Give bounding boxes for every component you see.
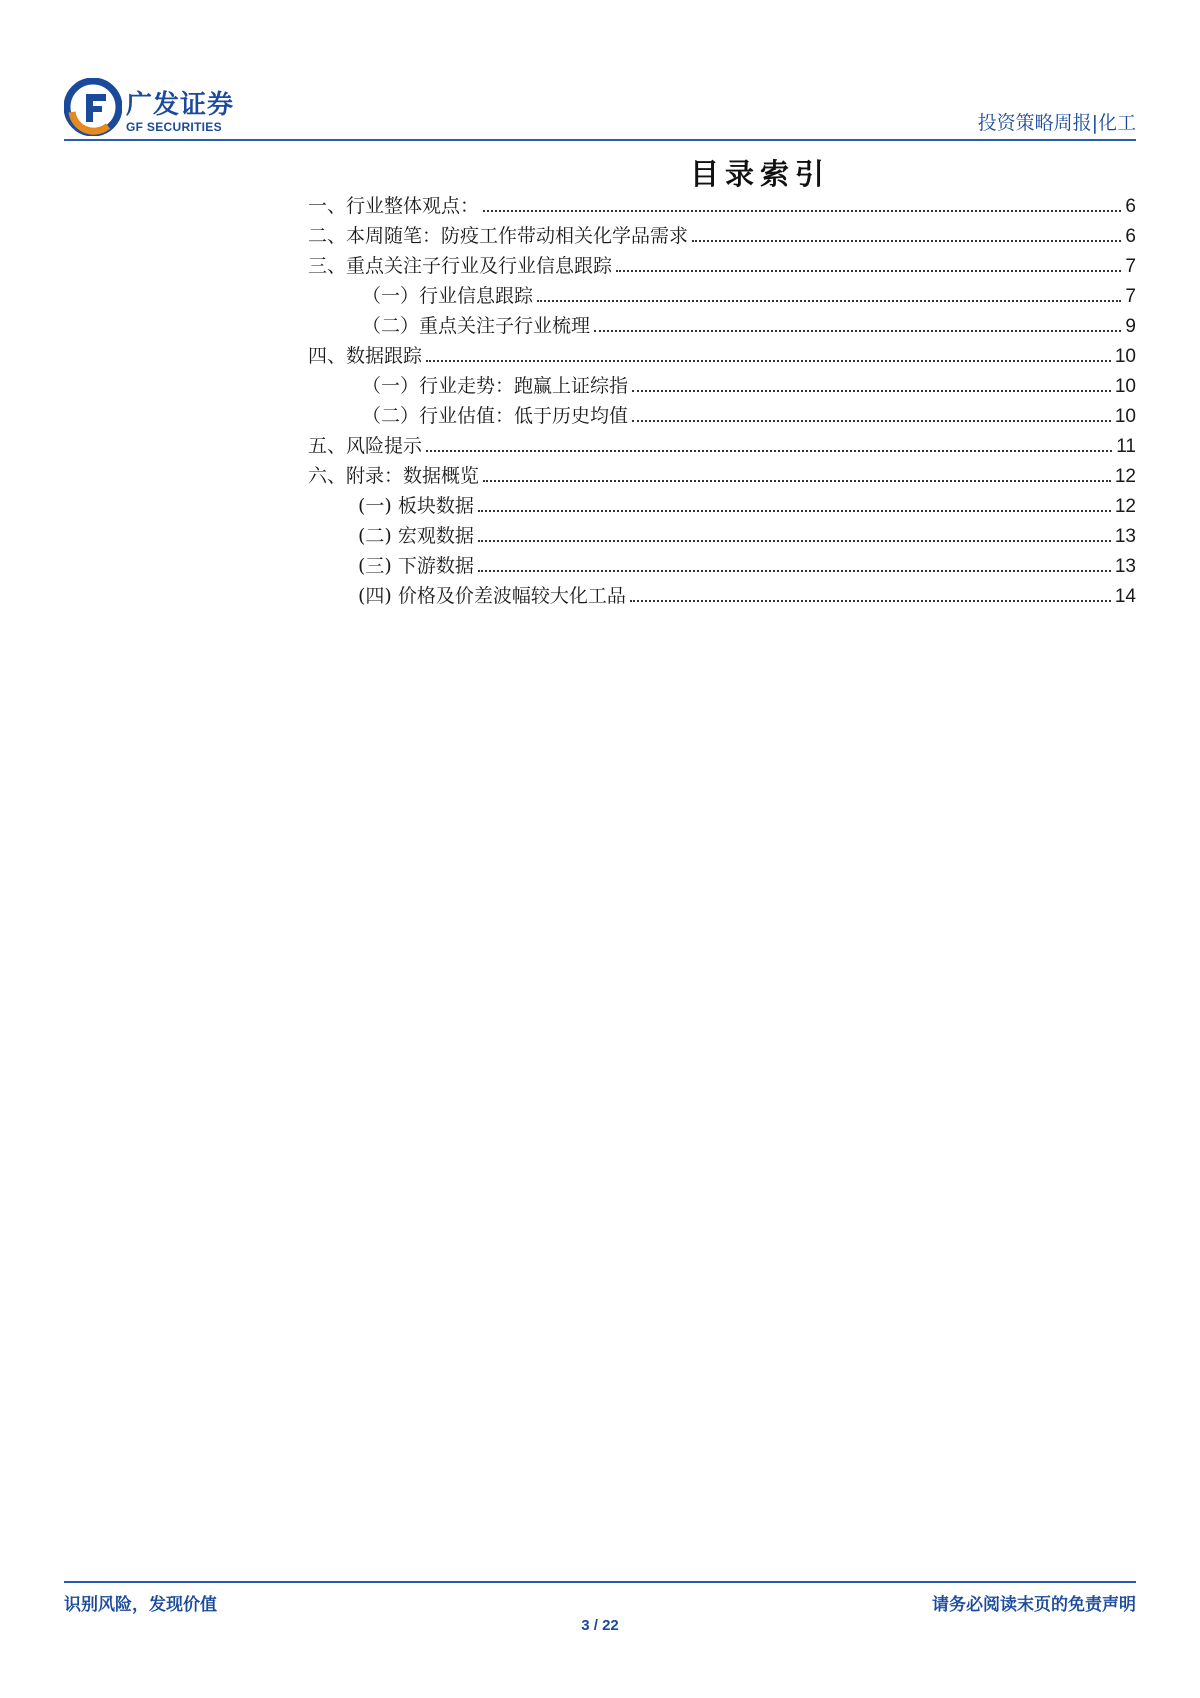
toc-entry-page: 12 (1114, 466, 1136, 487)
toc-entry-label: 六、附录：数据概览 (308, 465, 480, 487)
footer-disclaimer-note: 请务必阅读末页的免责声明 (932, 1595, 1136, 1615)
toc-entry-label: (三) 下游数据 (358, 555, 474, 577)
toc-leader-dots (478, 540, 1111, 542)
toc-entry-label: （一）行业走势：跑赢上证综指 (362, 375, 629, 397)
report-type-label: 投资策略周报|化工 (977, 112, 1136, 134)
toc-entry-page: 6 (1125, 196, 1136, 217)
toc-entry[interactable] (308, 462, 1136, 488)
logo-text-en: GF SECURITIES (126, 120, 222, 134)
toc-entry[interactable] (308, 192, 1136, 218)
toc-title: 目录索引 (689, 157, 830, 191)
toc-entry-page: 9 (1125, 316, 1136, 337)
toc-leader-dots (426, 450, 1112, 452)
company-logo (64, 78, 264, 140)
page-number: 3 / 22 (581, 1617, 619, 1634)
toc-entry-label: （一）行业信息跟踪 (362, 285, 534, 307)
toc-leader-dots (478, 510, 1111, 512)
toc-leader-dots (537, 300, 1121, 302)
toc-leader-dots (478, 570, 1111, 572)
toc-leader-dots (426, 360, 1111, 362)
page-header (64, 78, 1136, 140)
toc-entry[interactable] (308, 252, 1136, 278)
toc-entry[interactable] (362, 372, 1136, 398)
toc-leader-dots (632, 390, 1111, 392)
toc-entry[interactable] (362, 282, 1136, 308)
logo-text-cn: 广发证券 (126, 90, 235, 120)
toc-entry[interactable] (358, 492, 1136, 518)
header-divider (64, 139, 1136, 141)
toc-leader-dots (616, 270, 1121, 272)
toc-entry-page: 7 (1125, 286, 1136, 307)
toc-entry-label: 一、行业整体观点： (308, 195, 480, 217)
toc-entry-label: （二）重点关注子行业梳理 (362, 315, 591, 337)
toc-entry[interactable] (308, 432, 1136, 458)
footer-divider (64, 1581, 1136, 1583)
toc-leader-dots (692, 240, 1121, 242)
toc-entry-page: 10 (1114, 376, 1136, 397)
toc-entry[interactable] (362, 402, 1136, 428)
toc-entry[interactable] (358, 582, 1136, 608)
toc-entry-page: 11 (1116, 436, 1136, 457)
toc-entry-page: 10 (1114, 346, 1136, 367)
toc-leader-dots (594, 330, 1121, 332)
toc-entry-page: 13 (1114, 526, 1136, 547)
toc-entry-label: (二) 宏观数据 (358, 525, 474, 547)
toc-entry-page: 14 (1114, 586, 1136, 607)
toc-entry-page: 12 (1114, 496, 1136, 517)
toc-entry-page: 7 (1125, 256, 1136, 277)
footer-slogan: 识别风险，发现价值 (64, 1595, 217, 1615)
toc-entry-label: 三、重点关注子行业及行业信息跟踪 (308, 255, 613, 277)
toc-entry[interactable] (308, 222, 1136, 248)
toc-entry-page: 10 (1114, 406, 1136, 427)
toc-leader-dots (630, 600, 1111, 602)
toc-entry-label: （二）行业估值：低于历史均值 (362, 405, 629, 427)
gf-logo-icon (64, 78, 122, 136)
toc-entry-label: 四、数据跟踪 (308, 345, 423, 367)
toc-entry[interactable] (308, 342, 1136, 368)
toc-entry-label: 五、风险提示 (308, 435, 423, 457)
toc-entry-page: 13 (1114, 556, 1136, 577)
toc-leader-dots (632, 420, 1111, 422)
toc-entry[interactable] (358, 552, 1136, 578)
toc-entry[interactable] (362, 312, 1136, 338)
toc-leader-dots (483, 480, 1111, 482)
toc-entry[interactable] (358, 522, 1136, 548)
toc-entry-page: 6 (1125, 226, 1136, 247)
toc-leader-dots (483, 210, 1121, 212)
toc-entry-label: (一) 板块数据 (358, 495, 474, 517)
toc-entry-label: (四) 价格及价差波幅较大化工品 (358, 585, 626, 607)
toc-entry-label: 二、本周随笔：防疫工作带动相关化学品需求 (308, 225, 689, 247)
